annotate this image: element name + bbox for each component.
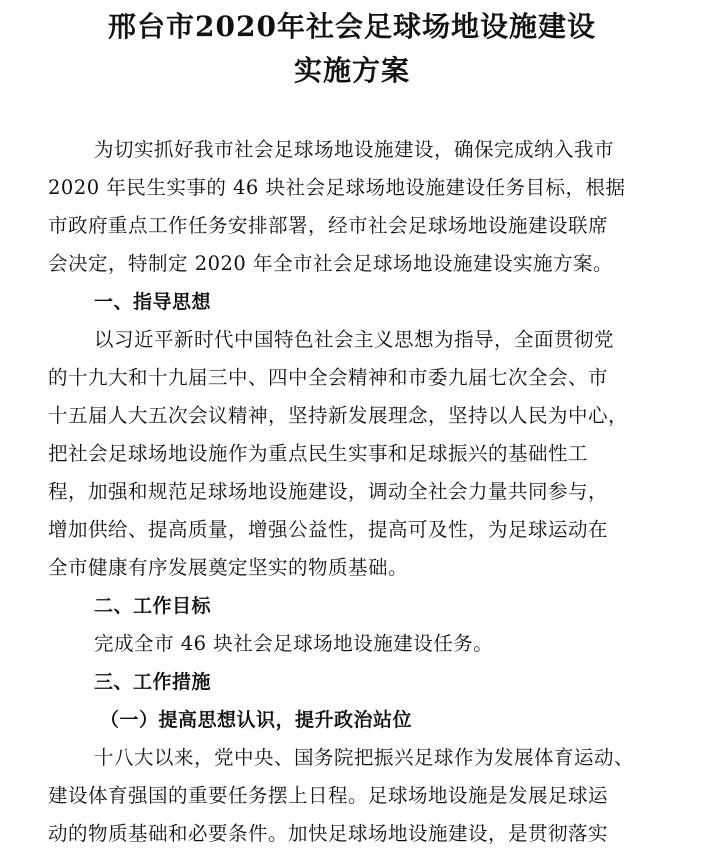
- document-title-line-2: 实施方案: [293, 54, 410, 87]
- document-title-line-1: 邢台市2020年社会足球场地设施建设: [108, 10, 596, 43]
- intro-line: 会决定，特制定 2020 年全市社会足球场地设施建设实施方案。: [48, 252, 614, 275]
- section1-line: 十五届人大五次会议精神，坚持新发展理念，坚持以人民为中心，: [48, 404, 629, 427]
- subsection-heading: （一）提高思想认识，提升政治站位: [100, 709, 413, 731]
- intro-line: 2020 年民生实事的 46 块社会足球场地设施建设任务目标，根据: [48, 176, 626, 199]
- intro-line: 为切实抓好我市社会足球场地设施建设，确保完成纳入我市: [94, 138, 615, 161]
- section-heading: 二、工作目标: [94, 595, 212, 617]
- section1-line: 全市健康有序发展奠定坚实的物质基础。: [48, 556, 409, 579]
- section-heading: 一、指导思想: [94, 291, 212, 313]
- section1-line: 的十九大和十九届三中、四中全会精神和市委九届七次全会、市: [48, 366, 609, 389]
- section3-line: 十八大以来，党中央、国务院把振兴足球作为发展体育运动、: [94, 746, 635, 769]
- section3-line: 建设体育强国的重要任务摆上日程。足球场地设施是发展足球运: [48, 784, 609, 807]
- section1-line: 以习近平新时代中国特色社会主义思想为指导，全面贯彻党: [94, 328, 615, 351]
- section1-line: 增加供给、提高质量，增强公益性，提高可及性，为足球运动在: [48, 518, 609, 541]
- section-heading: 三、工作措施: [94, 671, 212, 693]
- section1-line: 程，加强和规范足球场地设施建设，调动全社会力量共同参与，: [48, 480, 609, 503]
- section1-line: 把社会足球场地设施作为重点民生实事和足球振兴的基础性工: [48, 442, 589, 465]
- section2-line: 完成全市 46 块社会足球场地设施建设任务。: [94, 632, 494, 655]
- intro-line: 市政府重点工作任务安排部署，经市社会足球场地设施建设联席: [48, 214, 609, 237]
- section3-line: 动的物质基础和必要条件。加快足球场地设施建设，是贯彻落实: [48, 822, 609, 845]
